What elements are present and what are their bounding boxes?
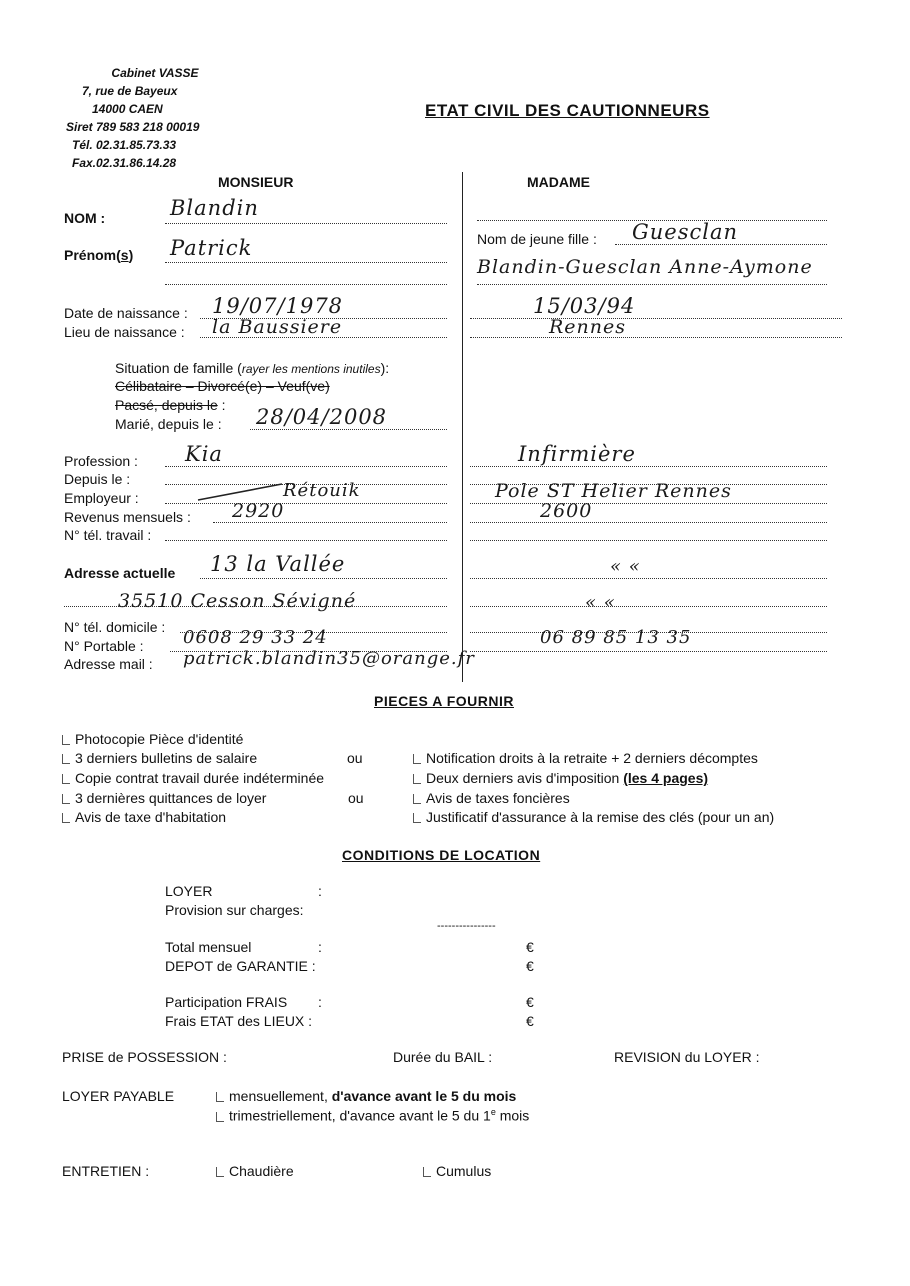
- option-trimestriel-b: mois: [495, 1107, 530, 1124]
- dots-madame-adresse: [470, 578, 827, 579]
- label-depuis: Depuis le :: [64, 471, 131, 487]
- label-duree: Durée du BAIL :: [393, 1049, 493, 1065]
- label-marie: Marié, depuis le :: [115, 416, 222, 432]
- madame-profession[interactable]: Infirmière: [518, 442, 636, 466]
- label-entretien: ENTRETIEN :: [62, 1163, 150, 1179]
- dots-madame-tel-travail: [470, 540, 827, 541]
- checkbox-icon[interactable]: [413, 794, 421, 804]
- madame-adresse1[interactable]: « «: [610, 556, 641, 577]
- piece-left-2[interactable]: [62, 750, 257, 766]
- label-loyer-payable: LOYER PAYABLE: [62, 1088, 175, 1104]
- monsieur-prenom[interactable]: Patrick: [170, 236, 253, 260]
- label-pacse-colon: :: [217, 397, 226, 413]
- dots-madame-lieu-naissance: [470, 337, 842, 338]
- euro-etat-lieux: €: [526, 1013, 534, 1029]
- label-nom: NOM :: [64, 210, 106, 226]
- column-monsieur: MONSIEUR: [218, 174, 294, 190]
- monsieur-revenus[interactable]: 2920: [232, 500, 285, 522]
- option-mensuel-b: d'avance avant le 5 du mois: [331, 1088, 517, 1104]
- label-situation-end: ):: [380, 360, 390, 376]
- label-jeune-fille: Nom de jeune fille :: [477, 231, 597, 247]
- checkbox-icon[interactable]: [413, 754, 421, 764]
- monsieur-date-naissance[interactable]: 19/07/1978: [212, 294, 344, 318]
- dots-employeur: [165, 503, 447, 504]
- label-loyer: LOYER: [165, 883, 213, 899]
- madame-nom-jeune-fille[interactable]: Guesclan: [632, 220, 739, 244]
- cabinet-name: Cabinet VASSE: [111, 66, 199, 80]
- dots-extra-madame: [477, 284, 827, 285]
- madame-portable[interactable]: 06 89 85 13 35: [540, 627, 692, 648]
- label-prenoms-close: ): [128, 247, 134, 263]
- checkbox-icon[interactable]: [62, 794, 70, 804]
- separator: ----------------: [437, 920, 496, 932]
- cabinet-tel: Tél. 02.31.85.73.33: [72, 138, 177, 152]
- piece-right-1[interactable]: [413, 750, 758, 766]
- checkbox-icon[interactable]: [216, 1092, 224, 1102]
- madame-adresse2[interactable]: « «: [585, 592, 616, 613]
- conditions-title: CONDITIONS DE LOCATION: [342, 847, 541, 863]
- strike-slash: [196, 482, 286, 502]
- checkbox-icon[interactable]: [62, 813, 70, 823]
- euro-total: €: [526, 939, 534, 955]
- option-trimestriel-a: trimestriellement, d'avance avant le 5 du 1: [229, 1107, 491, 1124]
- checkbox-icon[interactable]: [413, 813, 421, 823]
- monsieur-mail[interactable]: patrick.blandin35@orange.fr: [183, 648, 475, 669]
- label-revenus: Revenus mensuels :: [64, 509, 191, 525]
- piece-left-4[interactable]: [62, 790, 266, 806]
- label-pacse: [115, 397, 226, 413]
- dots-jeune-fille: [615, 244, 827, 245]
- checkbox-icon[interactable]: [62, 735, 70, 745]
- monsieur-adresse2[interactable]: 35510 Cesson Sévigné: [118, 590, 357, 612]
- piece-left-2-label: 3 derniers bulletins de salaire: [75, 750, 258, 766]
- dots-madame-employeur: [470, 503, 827, 504]
- piece-left-3-label: Copie contrat travail durée indéterminée: [75, 770, 325, 786]
- euro-depot: €: [526, 958, 534, 974]
- option-cumulus-label: Cumulus: [436, 1163, 492, 1179]
- madame-lieu-naissance[interactable]: Rennes: [549, 316, 627, 338]
- column-madame: MADAME: [527, 174, 590, 190]
- label-date-naissance: Date de naissance :: [64, 305, 188, 321]
- label-prenoms-text: Prénom(: [64, 247, 121, 263]
- option-cumulus[interactable]: [423, 1163, 491, 1179]
- label-prise: PRISE de POSSESSION :: [62, 1049, 227, 1065]
- dots-prenom: [165, 262, 447, 263]
- cabinet-block: [60, 64, 226, 172]
- checkbox-icon[interactable]: [423, 1167, 431, 1177]
- dots-extra-monsieur: [165, 284, 447, 285]
- piece-right-4-label: Justificatif d'assurance à la remise des clés (pour un an): [426, 809, 775, 825]
- column-divider: [462, 172, 463, 682]
- piece-right-2-label: Deux derniers avis d'imposition: [426, 770, 624, 786]
- piece-right-3[interactable]: [413, 790, 570, 806]
- option-mensuel-a: mensuellement,: [229, 1088, 332, 1104]
- monsieur-portable[interactable]: 0608 29 33 24: [183, 627, 328, 648]
- dots-madame-portable: [470, 651, 827, 652]
- dots-profession: [165, 466, 447, 467]
- piece-right-2[interactable]: [413, 770, 708, 786]
- pieces-title: PIECES A FOURNIR: [374, 693, 514, 709]
- checkbox-icon[interactable]: [62, 754, 70, 764]
- ou-2: ou: [348, 790, 364, 806]
- option-chaudiere[interactable]: [216, 1163, 294, 1179]
- page-title: ETAT CIVIL DES CAUTIONNEURS: [425, 101, 710, 120]
- piece-left-5-label: Avis de taxe d'habitation: [75, 809, 227, 825]
- label-celibataire: Célibataire – Divorcé(e) – Veuf(ve): [115, 378, 330, 394]
- label-prenoms: [64, 247, 133, 263]
- dots-tel-travail: [165, 540, 447, 541]
- monsieur-adresse1[interactable]: 13 la Vallée: [210, 552, 346, 576]
- checkbox-icon[interactable]: [216, 1167, 224, 1177]
- dots-madame-revenus: [470, 522, 827, 523]
- option-chaudiere-label: Chaudière: [229, 1163, 294, 1179]
- piece-left-4-label: 3 dernières quittances de loyer: [75, 790, 267, 806]
- option-trimestriel-sup: e: [490, 1107, 496, 1117]
- piece-left-1[interactable]: [62, 731, 243, 747]
- checkbox-icon[interactable]: [413, 774, 421, 784]
- label-situation-text: Situation de famille (: [115, 360, 242, 376]
- piece-left-1-label: Photocopie Pièce d'identité: [75, 731, 244, 747]
- dots-revenus: [213, 522, 447, 523]
- label-tel-domicile: N° tél. domicile :: [64, 619, 166, 635]
- label-provision: Provision sur charges:: [165, 902, 304, 918]
- monsieur-nom[interactable]: Blandin: [170, 196, 259, 220]
- dots-madame-adresse2: [470, 606, 827, 607]
- label-situation-note: rayer les mentions inutiles: [241, 362, 381, 376]
- cabinet-city: 14000 CAEN: [92, 102, 163, 116]
- label-total: Total mensuel: [165, 939, 252, 955]
- label-portable: N° Portable :: [64, 638, 144, 654]
- checkbox-icon[interactable]: [62, 774, 70, 784]
- label-lieu-naissance: Lieu de naissance :: [64, 324, 185, 340]
- label-situation: [115, 360, 389, 376]
- dots-madame-date-naissance: [470, 318, 842, 319]
- monsieur-date-mariage[interactable]: 28/04/2008: [256, 405, 388, 429]
- option-trimestriel[interactable]: [216, 1107, 529, 1124]
- euro-participation: €: [526, 994, 534, 1010]
- cabinet-street: 7, rue de Bayeux: [82, 84, 178, 98]
- piece-right-3-label: Avis de taxes foncières: [426, 790, 570, 806]
- label-revision: REVISION du LOYER :: [614, 1049, 760, 1065]
- label-prenoms-s: s: [120, 247, 129, 263]
- cabinet-fax: Fax.02.31.86.14.28: [72, 156, 177, 170]
- label-mail: Adresse mail :: [64, 656, 153, 672]
- piece-right-2-bold: (les 4 pages): [623, 770, 709, 786]
- monsieur-employeur[interactable]: Rétouik: [283, 480, 361, 501]
- madame-nom-complet[interactable]: Blandin-Guesclan Anne-Aymone: [477, 256, 813, 278]
- label-employeur: Employeur :: [64, 490, 139, 506]
- label-profession: Profession :: [64, 453, 138, 469]
- madame-date-naissance[interactable]: 15/03/94: [533, 294, 636, 318]
- label-depot: DEPOT de GARANTIE :: [165, 958, 316, 974]
- monsieur-lieu-naissance[interactable]: la Baussiere: [212, 316, 343, 338]
- option-mensuel[interactable]: [216, 1088, 516, 1104]
- label-tel-travail: N° tél. travail :: [64, 527, 152, 543]
- dots-marie: [250, 429, 447, 430]
- madame-revenus[interactable]: 2600: [540, 500, 593, 522]
- participation-colon: :: [318, 994, 322, 1010]
- label-etat-lieux: Frais ETAT des LIEUX :: [165, 1013, 313, 1029]
- cabinet-siret: Siret 789 583 218 00019: [66, 120, 200, 134]
- label-pacse-text: Pacsé, depuis le: [115, 397, 218, 413]
- piece-right-4[interactable]: [413, 809, 774, 825]
- dots-madame-profession: [470, 466, 827, 467]
- monsieur-profession[interactable]: Kia: [185, 442, 223, 466]
- ou-1: ou: [347, 750, 363, 766]
- dots-adresse: [200, 578, 447, 579]
- checkbox-icon[interactable]: [216, 1112, 224, 1122]
- loyer-colon: :: [318, 883, 322, 899]
- piece-left-5[interactable]: [62, 809, 226, 825]
- piece-right-1-label: Notification droits à la retraite + 2 derniers décomptes: [426, 750, 758, 766]
- label-participation: Participation FRAIS: [165, 994, 288, 1010]
- madame-employeur[interactable]: Pole ST Helier Rennes: [495, 480, 732, 502]
- dots-nom: [165, 223, 447, 224]
- label-adresse: Adresse actuelle: [64, 565, 176, 581]
- piece-left-3[interactable]: [62, 770, 324, 786]
- total-colon: :: [318, 939, 322, 955]
